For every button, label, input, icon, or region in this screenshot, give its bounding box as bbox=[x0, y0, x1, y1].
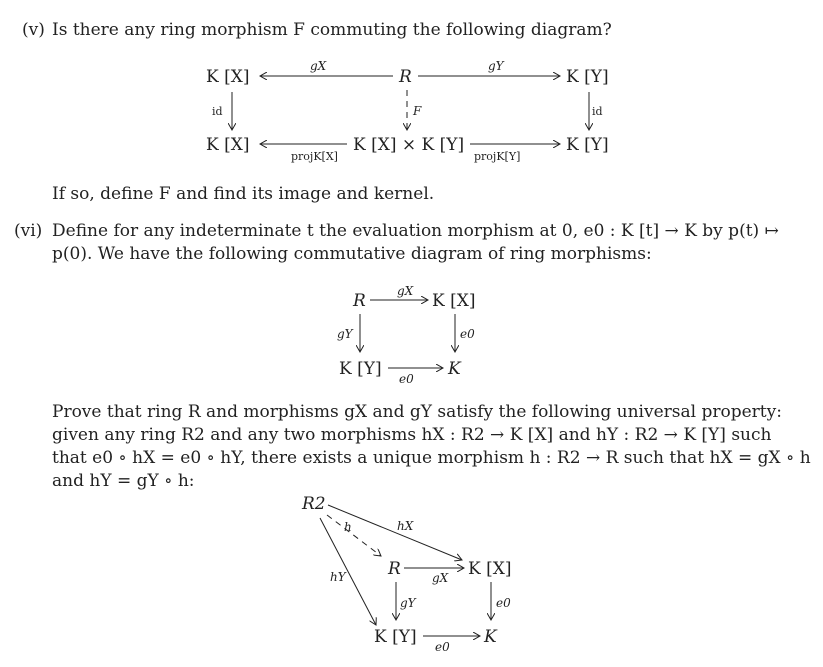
d3-arrow-h-dashed bbox=[327, 515, 381, 556]
prove-line1: Prove that ring R and morphisms gX and gY satisfy the following universal property: bbox=[52, 402, 782, 422]
d3-label-h: h bbox=[344, 520, 352, 534]
d3-label-gx: gX bbox=[432, 571, 449, 585]
label-gx: gX bbox=[310, 59, 327, 73]
label-id-right: id bbox=[592, 105, 603, 118]
d3-node-r2: R2 bbox=[302, 494, 326, 514]
node-kx-bottom: K [X] bbox=[206, 135, 250, 155]
node-ky-bottom: K [Y] bbox=[566, 135, 609, 155]
label-projx: projK[X] bbox=[291, 150, 338, 163]
d3-label-hx: hX bbox=[397, 519, 414, 533]
node-kx-top: K [X] bbox=[206, 67, 250, 87]
prove-line4: and hY = gY ∘ h: bbox=[52, 471, 195, 491]
d2-node-ky: K [Y] bbox=[339, 359, 382, 379]
d3-node-k: K bbox=[484, 627, 497, 647]
d3-label-gy: gY bbox=[400, 596, 416, 610]
d3-arrow-hy bbox=[320, 518, 376, 625]
d3-label-hy: hY bbox=[330, 570, 346, 584]
part-vi-line1: Define for any indeterminate t the evaluation morphism at 0, e0 : K [t] → K by p(t) ↦ bbox=[52, 221, 779, 241]
node-r: R bbox=[399, 67, 412, 87]
d3-node-r: R bbox=[388, 559, 401, 579]
d2-node-r: R bbox=[353, 291, 366, 311]
part-v-question: Is there any ring morphism F commuting the following diagram? bbox=[52, 20, 612, 40]
d2-label-gy: gY bbox=[337, 327, 353, 341]
label-projy: projK[Y] bbox=[474, 150, 521, 163]
node-ky-top: K [Y] bbox=[566, 67, 609, 87]
prove-line2: given any ring R2 and any two morphisms hX : R2 → K [X] and hY : R2 → K [Y] such bbox=[52, 425, 772, 445]
label-gy: gY bbox=[488, 59, 504, 73]
d3-label-e0-right: e0 bbox=[496, 596, 511, 610]
part-v-followup: If so, define F and find its image and kernel. bbox=[52, 184, 435, 204]
d3-label-e0-bottom: e0 bbox=[435, 640, 450, 654]
d2-node-k: K bbox=[448, 359, 461, 379]
d3-node-ky: K [Y] bbox=[374, 627, 417, 647]
label-f: F bbox=[413, 104, 422, 118]
label-id-left: id bbox=[212, 105, 223, 118]
prove-line3: that e0 ∘ hX = e0 ∘ hY, there exists a unique morphism h : R2 → R such that hX = gX ∘ h bbox=[52, 448, 811, 468]
part-vi-line2: p(0). We have the following commutative diagram of ring morphisms: bbox=[52, 244, 652, 264]
d2-label-e0-bottom: e0 bbox=[399, 372, 414, 386]
d2-node-kx: K [X] bbox=[432, 291, 476, 311]
d2-label-e0-right: e0 bbox=[460, 327, 475, 341]
d3-node-kx: K [X] bbox=[468, 559, 512, 579]
part-vi-marker: (vi) bbox=[14, 221, 43, 241]
node-product: K [X] × K [Y] bbox=[353, 135, 465, 155]
d2-label-gx: gX bbox=[397, 284, 414, 298]
part-v-marker: (v) bbox=[22, 20, 45, 40]
